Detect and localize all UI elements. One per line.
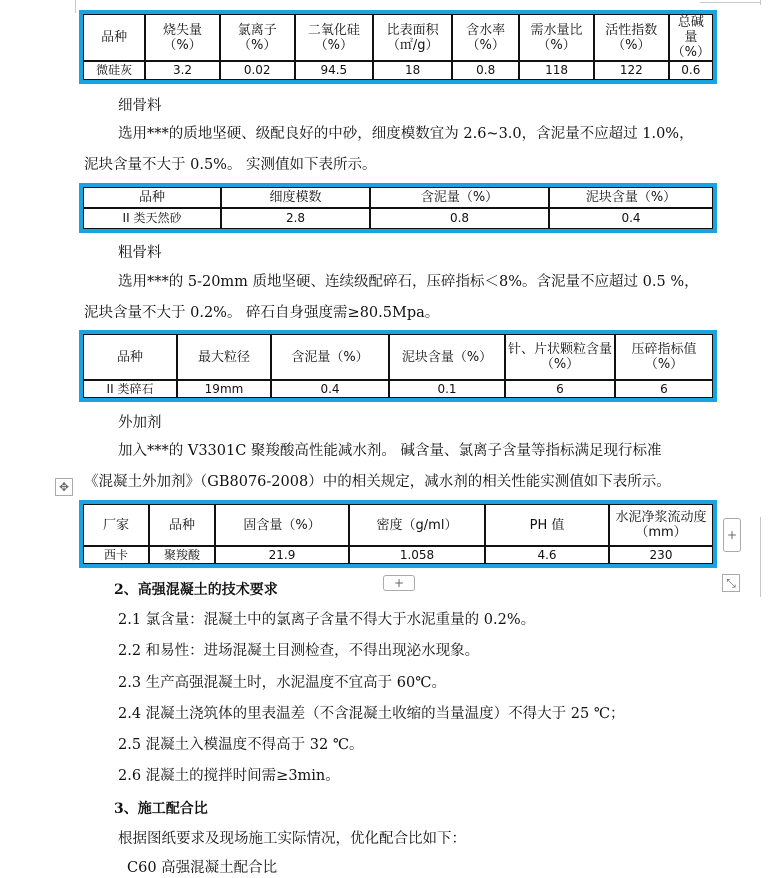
header-cell: 氯离子 （%） [220,14,295,61]
table-cell: 21.9 [215,546,349,564]
header-cell: 含水率 （%） [452,14,519,61]
admixture-text-line2: 《混凝土外加剂》（GB8076-2008）中的相关规定，减水剂的相关性能实测值如下表所示。 [84,474,671,490]
table-cell: 4.6 [485,546,609,564]
margin-guide-top [700,2,760,3]
header-cell: 品种 [83,334,177,380]
coarse-aggregate-text-line1: 选用***的 5-20mm 质地坚硬、连续级配碎石，压碎指标＜8%。含泥量不应超过 0.5 %， [118,274,699,290]
table-cell: II 类碎石 [83,380,177,398]
table-cell: 微硅灰 [83,61,145,80]
mix-ratio-caption: C60 高强混凝土配合比 [127,860,278,876]
header-cell: 厂家 [83,504,149,546]
margin-guide-right-lower [760,517,761,597]
margin-guide-left [75,0,76,13]
silica-fume-table [79,10,717,84]
requirement-item: 2.1 氯含量：混凝土中的氯离子含量不得大于水泥重量的 0.2%。 [118,612,536,628]
mix-ratio-intro: 根据图纸要求及现场施工实际情况，优化配合比如下： [118,831,466,847]
table-cell: 3.2 [145,61,220,80]
table-cell: 2.8 [221,208,370,229]
header-cell: 含泥量（%） [271,334,389,380]
table-cell: 0.4 [271,380,389,398]
header-cell: 细度模数 [221,187,370,208]
margin-guide-right [760,0,761,5]
header-cell: 最大粒径 [177,334,271,380]
table-move-handle-icon[interactable]: ✥ [55,478,73,496]
admixture-table [79,500,717,568]
coarse-aggregate-heading: 粗骨料 [118,245,162,261]
requirement-item: 2.2 和易性：进场混凝土目测检查，不得出现泌水现象。 [118,643,480,659]
header-cell: 泥块含量（%） [389,334,505,380]
header-cell: 需水量比 （%） [519,14,594,61]
add-column-button[interactable]: + [723,518,741,552]
header-cell: 压碎指标值（%） [615,334,713,380]
table-cell: 聚羧酸 [149,546,215,564]
header-cell: 活性指数 （%） [594,14,669,61]
header-cell: 泥块含量（%） [549,187,713,208]
table-row [83,380,713,398]
table-cell: 西卡 [83,546,149,564]
header-cell: 品种 [83,14,145,61]
table-cell: 1.058 [349,546,485,564]
table-cell: 0.8 [370,208,549,229]
sand-table [79,183,717,233]
table-cell: 6 [615,380,713,398]
table-cell: 0.4 [549,208,713,229]
header-cell: 二氧化硅 （%） [295,14,374,61]
header-cell: 水泥净浆流动度（mm） [609,504,713,546]
table-cell: II 类天然砂 [83,208,221,229]
header-cell: 品种 [149,504,215,546]
table-cell: 230 [609,546,713,564]
header-cell: 总碱量 （%） [669,14,713,61]
fine-aggregate-text-line2: 泥块含量不大于 0.5%。 实测值如下表所示。 [84,157,377,173]
requirement-item: 2.4 混凝土浇筑体的里表温差（不含混凝土收缩的当量温度）不得大于 25 ℃； [118,706,625,722]
header-cell: 含泥量（%） [370,187,549,208]
section-2-title: 2、高强混凝土的技术要求 [114,582,278,598]
header-cell: 比表面积 （㎡/g） [373,14,452,61]
header-cell: 品种 [83,187,221,208]
header-cell: PH 值 [485,504,609,546]
requirement-item: 2.6 混凝土的搅拌时间需≥3min。 [118,768,340,784]
header-cell: 固含量（%） [215,504,349,546]
table-cell: 19mm [177,380,271,398]
table-row [83,546,713,564]
table-cell: 0.8 [452,61,519,80]
table-row [83,208,713,229]
table-cell: 0.02 [220,61,295,80]
table-cell: 122 [594,61,669,80]
gravel-table [79,330,717,402]
header-cell: 密度（g/ml） [349,504,485,546]
fine-aggregate-text-line1: 选用***的质地坚硬、级配良好的中砂，细度模数宜为 2.6~3.0，含泥量不应超过 1.0%， [118,126,694,142]
admixture-heading: 外加剂 [118,415,162,431]
table-row [83,61,713,80]
fine-aggregate-heading: 细骨料 [118,98,162,114]
table-cell: 0.6 [669,61,713,80]
table-resize-handle-icon[interactable]: ⤡ [722,574,740,592]
requirement-item: 2.3 生产高强混凝土时，水泥温度不宜高于 60℃。 [118,675,446,691]
requirement-item: 2.5 混凝土入模温度不得高于 32 ℃。 [118,737,364,753]
table-cell: 118 [519,61,594,80]
header-cell: 针、片状颗粒含量（%） [505,334,615,380]
coarse-aggregate-text-line2: 泥块含量不大于 0.2%。 碎石自身强度需≥80.5Mpa。 [84,305,440,321]
section-3-title: 3、施工配合比 [114,801,208,817]
header-cell: 烧失量 （%） [145,14,220,61]
add-row-button[interactable]: + [383,575,415,591]
table-cell: 6 [505,380,615,398]
table-cell: 0.1 [389,380,505,398]
admixture-text-line1: 加入***的 V3301C 聚羧酸高性能减水剂。 碱含量、氯离子含量等指标满足现行标准 [118,443,662,459]
table-cell: 94.5 [295,61,374,80]
table-cell: 18 [373,61,452,80]
